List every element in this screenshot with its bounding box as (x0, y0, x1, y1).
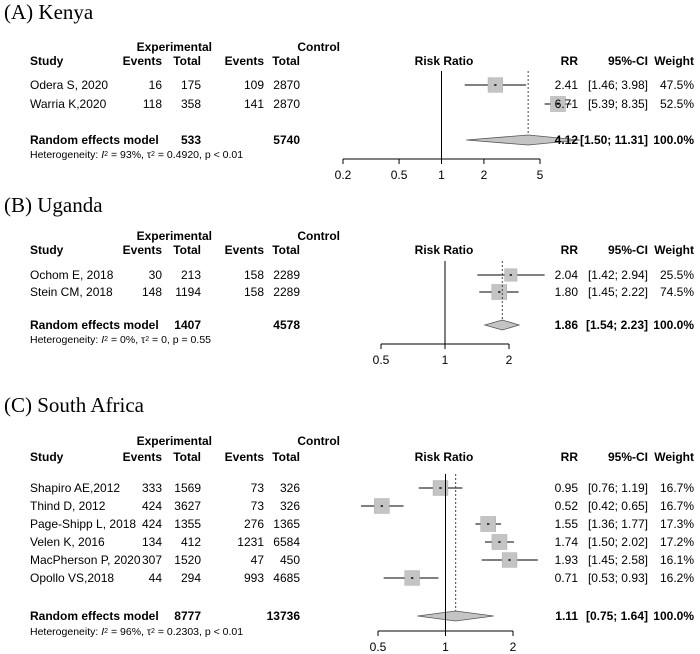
het-tau-symbol: , τ (135, 334, 146, 346)
rr-value: 1.80 (554, 285, 578, 299)
ctrl-events: 993 (243, 571, 264, 585)
study-name: Thind D, 2012 (30, 499, 106, 513)
ci-value: [1.45; 2.58] (587, 553, 648, 567)
header-ctrl-events: Events (224, 450, 264, 464)
exp-total: 1194 (175, 285, 201, 299)
ctrl-total: 2289 (273, 268, 300, 282)
x-tick-label: 0.2 (334, 168, 352, 182)
exp-total: 1569 (174, 481, 201, 495)
study-name: Warria K,2020 (30, 97, 107, 111)
header-ctrl-total: Total (272, 450, 300, 464)
heterogeneity-text (30, 625, 243, 639)
het-tau-symbol: , τ (141, 626, 152, 638)
study-name: MacPherson P, 2020 (30, 553, 141, 567)
rr-value: 2.41 (554, 78, 578, 92)
het-eq: = (108, 334, 121, 346)
header-risk-ratio: Risk Ratio (414, 243, 474, 257)
ctrl-events: 73 (250, 481, 264, 495)
x-tick-label: 1 (441, 353, 449, 367)
x-tick-label: 0.5 (372, 353, 390, 367)
pooled-exp-total: 1407 (174, 318, 201, 332)
header-study: Study (30, 243, 64, 257)
panel-title: (B) Uganda (4, 193, 103, 217)
x-tick-label: 1 (438, 168, 445, 182)
pooled-weight: 100.0% (653, 133, 694, 147)
rr-value: 6.71 (554, 97, 578, 111)
header-exp-events: Events (122, 450, 162, 464)
rr-value: 0.71 (554, 571, 578, 585)
header-ci: 95%-CI (607, 243, 648, 257)
het-prefix: Heterogeneity: (30, 149, 102, 161)
study-name: Page-Shipp L, 2018 (30, 517, 137, 531)
ci-value: [1.45; 2.22] (587, 285, 648, 299)
heterogeneity-text (30, 148, 243, 162)
het-i2: 96% (120, 626, 142, 638)
ctrl-events: 158 (243, 268, 264, 282)
het-sup: 2 (145, 336, 150, 343)
pooled-ci: [0.75; 1.64] (585, 609, 648, 623)
ci-value: [1.50; 2.02] (587, 535, 648, 549)
ctrl-events: 158 (243, 285, 264, 299)
ctrl-total: 6584 (273, 535, 300, 549)
pooled-ctrl-total: 4578 (273, 318, 300, 332)
ctrl-total: 450 (279, 553, 300, 567)
exp-events: 16 (148, 78, 162, 92)
exp-total: 3627 (174, 499, 201, 513)
x-tick-label: 2 (480, 168, 488, 182)
rr-value: 0.95 (554, 481, 578, 495)
ci-value: [1.42; 2.94] (587, 268, 648, 282)
pooled-weight: 100.0% (653, 609, 694, 623)
ci-value: [5.39; 8.35] (587, 97, 648, 111)
exp-total: 213 (180, 268, 201, 282)
pooled-rr: 1.86 (554, 318, 578, 332)
het-tau-symbol: , τ (141, 149, 152, 161)
pooled-diamond (417, 611, 493, 621)
header-exp-total: Total (173, 450, 201, 464)
pooled-rr: 4.12 (554, 133, 578, 147)
exp-events: 118 (142, 97, 162, 111)
header-control: Control (297, 434, 340, 448)
pooled-weight: 100.0% (653, 318, 694, 332)
rr-value: 1.74 (554, 535, 578, 549)
het-sup: 2 (151, 151, 155, 158)
rr-value: 2.04 (554, 268, 578, 282)
het-p: p < 0.01 (204, 149, 244, 161)
header-risk-ratio: Risk Ratio (414, 54, 474, 68)
header-ci: 95%-CI (607, 450, 648, 464)
header-rr: RR (560, 450, 578, 464)
het-prefix: Heterogeneity: (30, 334, 102, 346)
ctrl-events: 141 (243, 97, 264, 111)
x-tick-label: 1 (442, 640, 449, 654)
header-exp-total: Total (173, 54, 201, 68)
panel-title: (A) Kenya (4, 0, 94, 24)
header-ctrl-total: Total (272, 54, 300, 68)
ctrl-total: 2870 (273, 78, 300, 92)
het-sup: 2 (104, 151, 109, 158)
forest-panel (0, 393, 700, 654)
het-eq: = (149, 334, 162, 346)
study-name: Ochom E, 2018 (30, 268, 114, 282)
exp-total: 294 (180, 571, 201, 585)
weight-value: 17.3% (659, 517, 694, 531)
pooled-rr: 1.11 (555, 609, 578, 623)
exp-total: 358 (180, 97, 201, 111)
ci-value: [1.36; 1.77] (587, 517, 648, 531)
study-name: Opollo VS,2018 (30, 571, 115, 585)
study-name: Shapiro AE,2012 (30, 481, 121, 495)
header-exp-total: Total (173, 243, 201, 257)
pooled-ctrl-total: 5740 (273, 133, 300, 147)
header-ctrl-events: Events (224, 54, 264, 68)
exp-events: 424 (141, 499, 162, 513)
ctrl-total: 326 (279, 481, 300, 495)
x-tick-label: 0.5 (390, 168, 408, 182)
ctrl-total: 326 (279, 499, 300, 513)
forest-panel (0, 193, 700, 383)
header-control: Control (297, 40, 340, 54)
ci-value: [0.53; 0.93] (587, 571, 648, 585)
weight-value: 16.1% (659, 553, 694, 567)
forest-plot (0, 393, 700, 636)
pooled-label: Random effects model (30, 609, 159, 623)
rr-value: 0.52 (554, 499, 578, 513)
pooled-ci: [1.54; 2.23] (585, 318, 648, 332)
ctrl-total: 2870 (273, 97, 300, 111)
exp-events: 30 (148, 268, 162, 282)
ctrl-events: 276 (243, 517, 264, 531)
exp-events: 134 (141, 535, 162, 549)
weight-value: 47.5% (659, 78, 694, 92)
ctrl-events: 73 (250, 499, 264, 513)
x-tick-label: 0.5 (369, 640, 387, 654)
study-name: Odera S, 2020 (30, 78, 109, 92)
het-p: p = 0.55 (172, 334, 211, 346)
header-exp-events: Events (122, 243, 162, 257)
ctrl-total: 1365 (273, 517, 300, 531)
ctrl-events: 1231 (237, 535, 264, 549)
header-control: Control (297, 229, 340, 243)
x-tick-label: 2 (505, 353, 513, 367)
header-study: Study (30, 450, 64, 464)
panel-title: (C) South Africa (4, 393, 144, 417)
forest-panel (0, 0, 700, 190)
ctrl-events: 47 (250, 553, 264, 567)
het-p: p < 0.01 (204, 626, 244, 638)
header-rr: RR (560, 54, 578, 68)
weight-value: 16.7% (659, 499, 694, 513)
het-sep: , (199, 626, 205, 638)
het-eq: = (108, 626, 121, 638)
ctrl-events: 109 (243, 78, 264, 92)
het-i2: 0% (120, 334, 136, 346)
het-tau2: 0.2303 (166, 626, 200, 638)
ci-value: [0.42; 0.65] (587, 499, 648, 513)
pooled-label: Random effects model (30, 133, 159, 147)
exp-events: 148 (141, 285, 162, 299)
het-sup: 2 (104, 336, 109, 343)
het-eq: = (154, 149, 167, 161)
x-tick-label: 5 (536, 168, 544, 182)
het-eq: = (108, 149, 121, 161)
x-tick-label: 2 (509, 640, 517, 654)
header-ctrl-events: Events (224, 243, 264, 257)
exp-total: 412 (180, 535, 201, 549)
rr-value: 1.93 (554, 553, 578, 567)
het-sup: 2 (104, 628, 109, 635)
het-i2: 93% (120, 149, 142, 161)
heterogeneity-text (30, 333, 211, 347)
het-tau2: 0 (161, 334, 167, 346)
ctrl-total: 2289 (273, 285, 300, 299)
pooled-ci: [1.50; 11.31] (579, 133, 648, 147)
weight-value: 16.2% (659, 571, 694, 585)
ci-value: [0.76; 1.19] (587, 481, 648, 495)
header-weight: Weight (654, 243, 694, 257)
ctrl-total: 4685 (273, 571, 300, 585)
het-i-symbol: I (101, 626, 105, 638)
header-ctrl-total: Total (272, 243, 300, 257)
pooled-exp-total: 533 (180, 133, 201, 147)
weight-value: 25.5% (659, 268, 694, 282)
header-weight: Weight (654, 54, 694, 68)
header-exp-events: Events (122, 54, 162, 68)
exp-total: 1355 (174, 517, 201, 531)
study-name: Stein CM, 2018 (30, 285, 113, 299)
weight-value: 17.2% (659, 535, 694, 549)
het-sep: , (199, 149, 205, 161)
header-study: Study (30, 54, 64, 68)
weight-value: 52.5% (659, 97, 694, 111)
exp-events: 44 (148, 571, 162, 585)
het-i-symbol: I (101, 149, 105, 161)
weight-value: 74.5% (659, 285, 694, 299)
ci-value: [1.46; 3.98] (587, 78, 648, 92)
het-tau2: 0.4920 (166, 149, 200, 161)
study-name: Velen K, 2016 (30, 535, 105, 549)
exp-events: 307 (141, 553, 162, 567)
header-experimental: Experimental (136, 229, 212, 243)
pooled-diamond (485, 320, 519, 330)
het-sup: 2 (151, 628, 155, 635)
header-ci: 95%-CI (607, 54, 648, 68)
header-weight: Weight (654, 450, 694, 464)
rr-value: 1.55 (554, 517, 578, 531)
exp-total: 1520 (174, 553, 201, 567)
het-eq: = (154, 626, 167, 638)
het-prefix: Heterogeneity: (30, 626, 102, 638)
pooled-ctrl-total: 13736 (266, 609, 300, 623)
header-experimental: Experimental (136, 434, 212, 448)
het-sep: , (166, 334, 173, 346)
exp-events: 424 (141, 517, 162, 531)
header-rr: RR (560, 243, 578, 257)
weight-value: 16.7% (659, 481, 694, 495)
header-experimental: Experimental (136, 40, 212, 54)
exp-total: 175 (180, 78, 201, 92)
pooled-exp-total: 8777 (174, 609, 201, 623)
header-risk-ratio: Risk Ratio (414, 450, 474, 464)
het-i-symbol: I (101, 334, 105, 346)
exp-events: 333 (141, 481, 162, 495)
pooled-label: Random effects model (30, 318, 159, 332)
